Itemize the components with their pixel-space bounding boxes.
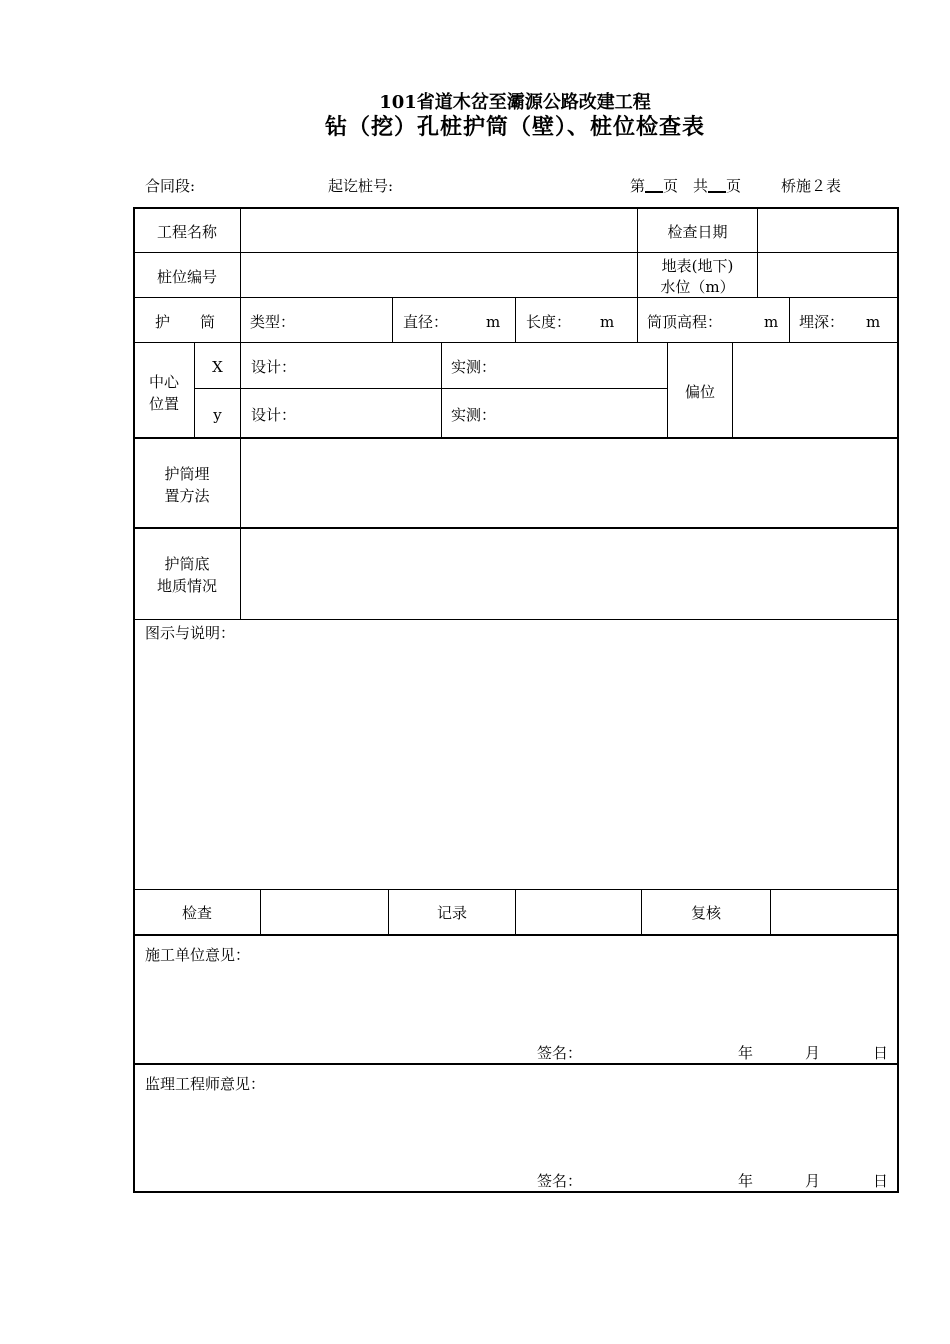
offset-label: 偏位 — [684, 383, 715, 401]
inspect-field[interactable] — [261, 890, 388, 934]
bury-depth-label: 埋深： — [799, 313, 845, 331]
page-no-blank[interactable] — [645, 177, 663, 193]
page-mid: 页 共 — [663, 177, 709, 195]
diameter-unit: m — [486, 313, 501, 331]
supervisor-day-label: 日 — [873, 1172, 889, 1190]
supervisor-month-label: 月 — [805, 1172, 821, 1190]
project-title: 101省道木岔至灞源公路改建工程 — [379, 92, 651, 113]
x-measured-label: 实测： — [451, 358, 497, 376]
project-name-label: 工程名称 — [156, 223, 217, 241]
burial-method-field[interactable] — [241, 439, 897, 527]
supervisor-opinion-label: 监理工程师意见： — [145, 1075, 266, 1093]
bottom-geology-label-2: 地质情况 — [156, 577, 217, 595]
contractor-opinion-field[interactable] — [135, 968, 897, 1038]
page-prefix: 第 — [630, 177, 646, 195]
length-label: 长度： — [526, 313, 572, 331]
offset-field[interactable] — [733, 343, 897, 437]
x-design-label: 设计： — [251, 358, 297, 376]
top-elevation-unit: m — [764, 313, 779, 331]
burial-method-label-2: 置方法 — [164, 487, 210, 505]
center-position-label-2: 位置 — [148, 395, 179, 413]
pile-no-label: 桩位编号 — [156, 268, 217, 286]
figure-notes-label: 图示与说明： — [145, 624, 236, 642]
y-axis-label: y — [213, 406, 222, 424]
water-level-label-1: 地表(地下) — [661, 257, 734, 275]
page-total-blank[interactable] — [708, 177, 726, 193]
record-field[interactable] — [516, 890, 641, 934]
casing-type-label: 类型： — [250, 313, 296, 331]
contractor-sign-label: 签名： — [537, 1044, 583, 1062]
supervisor-year-label: 年 — [738, 1172, 754, 1190]
diameter-label: 直径： — [403, 313, 449, 331]
bottom-geology-field[interactable] — [241, 529, 897, 619]
length-unit: m — [600, 313, 615, 331]
supervisor-opinion-field[interactable] — [135, 1097, 897, 1167]
contractor-month-label: 月 — [805, 1044, 821, 1062]
contractor-opinion-label: 施工单位意见： — [145, 946, 251, 964]
supervisor-sign-label: 签名： — [537, 1172, 583, 1190]
page-indicator — [630, 175, 741, 196]
review-label: 复核 — [690, 904, 721, 922]
record-label: 记录 — [436, 904, 467, 922]
bury-depth-unit: m — [866, 313, 881, 331]
project-name-field[interactable] — [241, 208, 637, 252]
page-suffix: 页 — [726, 177, 742, 195]
y-measured-label: 实测： — [451, 406, 497, 424]
figure-notes-area[interactable] — [135, 645, 897, 889]
form-code: 桥施２表 — [781, 177, 842, 195]
contractor-day-label: 日 — [873, 1044, 889, 1062]
burial-method-label-1: 护筒埋 — [164, 465, 210, 483]
review-field[interactable] — [771, 890, 897, 934]
inspect-label: 检查 — [181, 904, 212, 922]
form-title: 钻（挖）孔桩护筒（壁）、桩位检查表 — [324, 114, 705, 140]
check-date-label: 检查日期 — [667, 223, 728, 241]
x-axis-label: X — [212, 358, 223, 376]
y-design-label: 设计： — [251, 406, 297, 424]
pile-no-field[interactable] — [241, 253, 637, 297]
center-position-label-1: 中心 — [148, 373, 179, 391]
water-level-field[interactable] — [758, 253, 897, 297]
contractor-year-label: 年 — [738, 1044, 754, 1062]
contract-section-label: 合同段: — [145, 177, 196, 195]
water-level-label-2: 水位（m） — [660, 278, 735, 296]
top-elevation-label: 筒顶高程： — [647, 313, 723, 331]
casing-label: 护 筒 — [155, 313, 216, 331]
stake-range-label: 起讫桩号: — [328, 177, 394, 195]
bottom-geology-label-1: 护筒底 — [164, 555, 210, 573]
check-date-field[interactable] — [758, 208, 897, 252]
